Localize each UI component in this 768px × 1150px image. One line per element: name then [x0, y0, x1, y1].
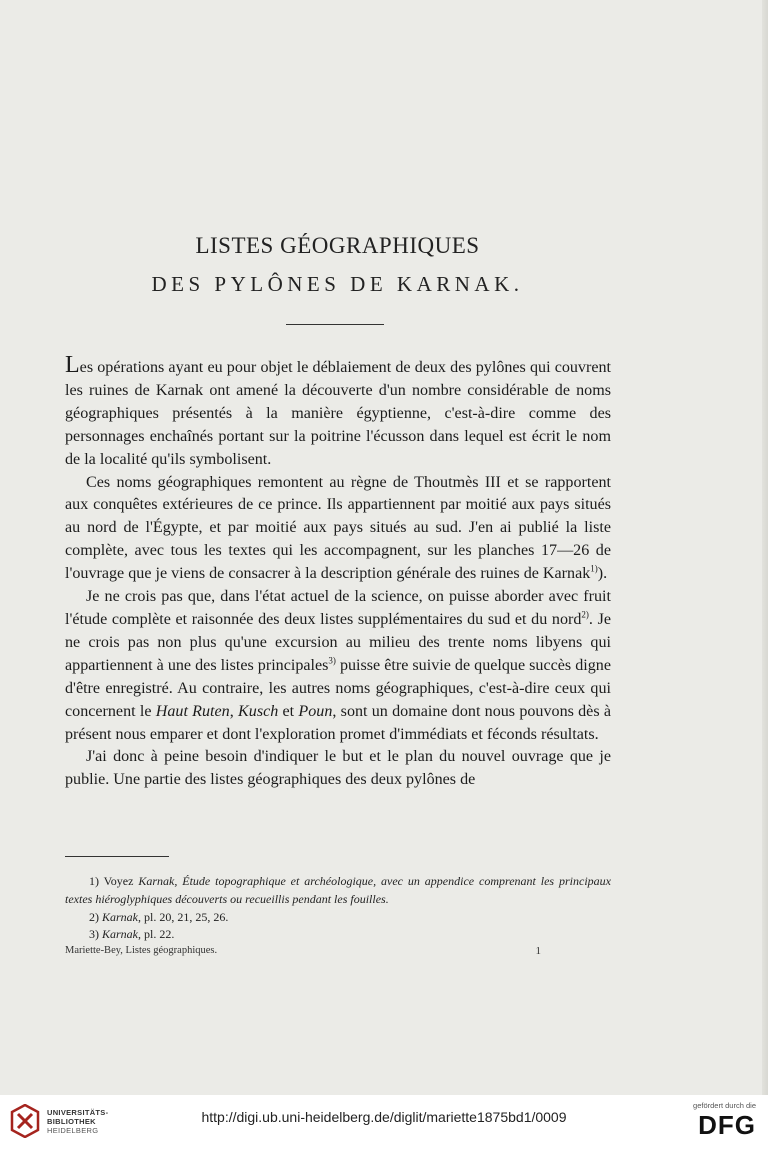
term-kusch: Kusch [238, 702, 279, 720]
title-rule [286, 324, 384, 325]
paragraph-4-text: J'ai donc à peine besoin d'indiquer le but et le plan du nouvel ouvrage que je publie. Une partie des listes géographiques des deux pylônes de [65, 748, 611, 789]
paragraph-1-text: es opérations ayant eu pour objet le déblaiement de deux des pylônes qui couvrent les ruines de Karnak ont amené la découverte d'un nombre considérable de noms géographiques présentés à la manière égyptienne, c'est-à-dire comme des personnages enchaînés portant sur la poitrine l'écusson dans lequel est écrit le nom de la localité qu'ils symbolisent. [65, 359, 611, 468]
paragraph-2 [65, 472, 611, 587]
body-text [65, 352, 612, 792]
footnote-1-label: 1) Voyez [89, 874, 139, 888]
footnote-ref-1[interactable]: 1) [590, 563, 598, 574]
footnote-1-title: Karnak [138, 874, 175, 888]
drop-cap: L [65, 352, 80, 378]
paragraph-3-mid2: puisse être suivie de quelque succès digne d'être enregistré. Au contraire, les autres noms géographiques, c'est-à-dire ceux qui concernent le [65, 656, 611, 720]
page-number: 1 [535, 945, 541, 957]
paragraph-2-text: Ces noms géographiques remontent au règne de Thoutmès III et se rapportent aux conquêtes extérieures de ce prince. Ils appartiennent par moitié aux pays situés au nord de l'Égypte, et par moitié aux pays situés au sud. J'en ai publié la liste complète, avec tous les textes qui les accompagnent, sur les planches 17—26 de l'ouvrage que je viens de consacrer à la description générale des ruines de Karnak [65, 473, 611, 583]
footnote-1 [65, 873, 611, 909]
term-haut-ruten: Haut Ruten [155, 702, 230, 720]
dfg-logo[interactable] [693, 1101, 756, 1140]
footnotes [65, 873, 611, 944]
title-line-1: LISTES GÉOGRAPHIQUES [195, 233, 480, 258]
footnote-3-label: 3) [89, 927, 102, 942]
footnote-2 [65, 909, 611, 927]
funder-label: gefördert durch die [693, 1101, 756, 1110]
footnote-1-rest: , Étude topographique et archéologique, avec un appendice comprenant les principaux textes hiéroglyphiques découverts ou recueillis pendant les fouilles. [65, 874, 611, 906]
viewer-footer [0, 1095, 768, 1150]
library-line-3: HEIDELBERG [47, 1125, 99, 1135]
paragraph-1 [65, 352, 611, 472]
paragraph-2-end: ). [597, 565, 608, 583]
library-line-1: UNIVERSITÄTS- [47, 1107, 109, 1117]
footnote-ref-2[interactable]: 2) [581, 609, 589, 620]
footnote-2-rest: , pl. 20, 21, 25, 26. [138, 909, 229, 924]
footnote-3-title: Karnak [102, 927, 138, 942]
paragraph-3-end: , sont un domaine dont nous pouvons dès à présent nous emparer et dont l'exploration promet d'immédiats et féconds résultats. [65, 702, 611, 743]
footnote-3 [65, 926, 611, 944]
document-url[interactable]: http://digi.ub.uni-heidelberg.de/diglit/mariette1875bd1/0009 [201, 1109, 567, 1125]
footnote-3-rest: , pl. 22. [138, 927, 175, 942]
paragraph-3-text: Je ne crois pas que, dans l'état actuel de la science, on puisse aborder avec fruit l'étude complète et raisonnée des deux listes supplémentaires du sud et du nord [65, 588, 611, 628]
library-line-2: BIBLIOTHEK [47, 1116, 96, 1126]
footnote-ref-3[interactable]: 3) [328, 655, 336, 666]
footnote-2-label: 2) [89, 909, 102, 924]
paragraph-3-et: et [278, 702, 299, 720]
dfg-wordmark: DFG [698, 1110, 756, 1140]
signature-line [65, 945, 611, 957]
footnote-2-title: Karnak [102, 909, 138, 924]
page-edge [762, 0, 768, 1095]
signature: Mariette-Bey, Listes géographiques. [65, 945, 218, 956]
term-poun: Poun [298, 702, 333, 720]
paragraph-3-mid: . Je ne crois pas non plus qu'une excursion au milieu des trente noms libyens qui appartiennent à une des listes principales [65, 610, 612, 674]
paragraph-3: Je ne crois pas que, dans l'état actuel de la science, on puisse aborder avec fruit l'étude complète et raisonnée des deux listes supplémentaires du sud et du nord$^{2)}$. Je ne crois pas non plus qu'une excursion au milieu des trente noms libyens qui appartiennent à une des listes principales$^{3)}$ puisse être suivie de quelque succès digne d'être enregistré. Au contraire, les autres noms géographiques, c'est-à-dire ceux qui concernent le Haut Ruten, Kusch et Poun, sont un domaine dont nous pouvons dès à présent nous emparer et dont l'exploration promet d'immédiats et féconds résultats. [65, 588, 612, 743]
title-line-2: DES PYLÔNES DE KARNAK. [151, 272, 524, 296]
footnote-rule [65, 856, 169, 857]
paragraph-4 [65, 746, 611, 792]
